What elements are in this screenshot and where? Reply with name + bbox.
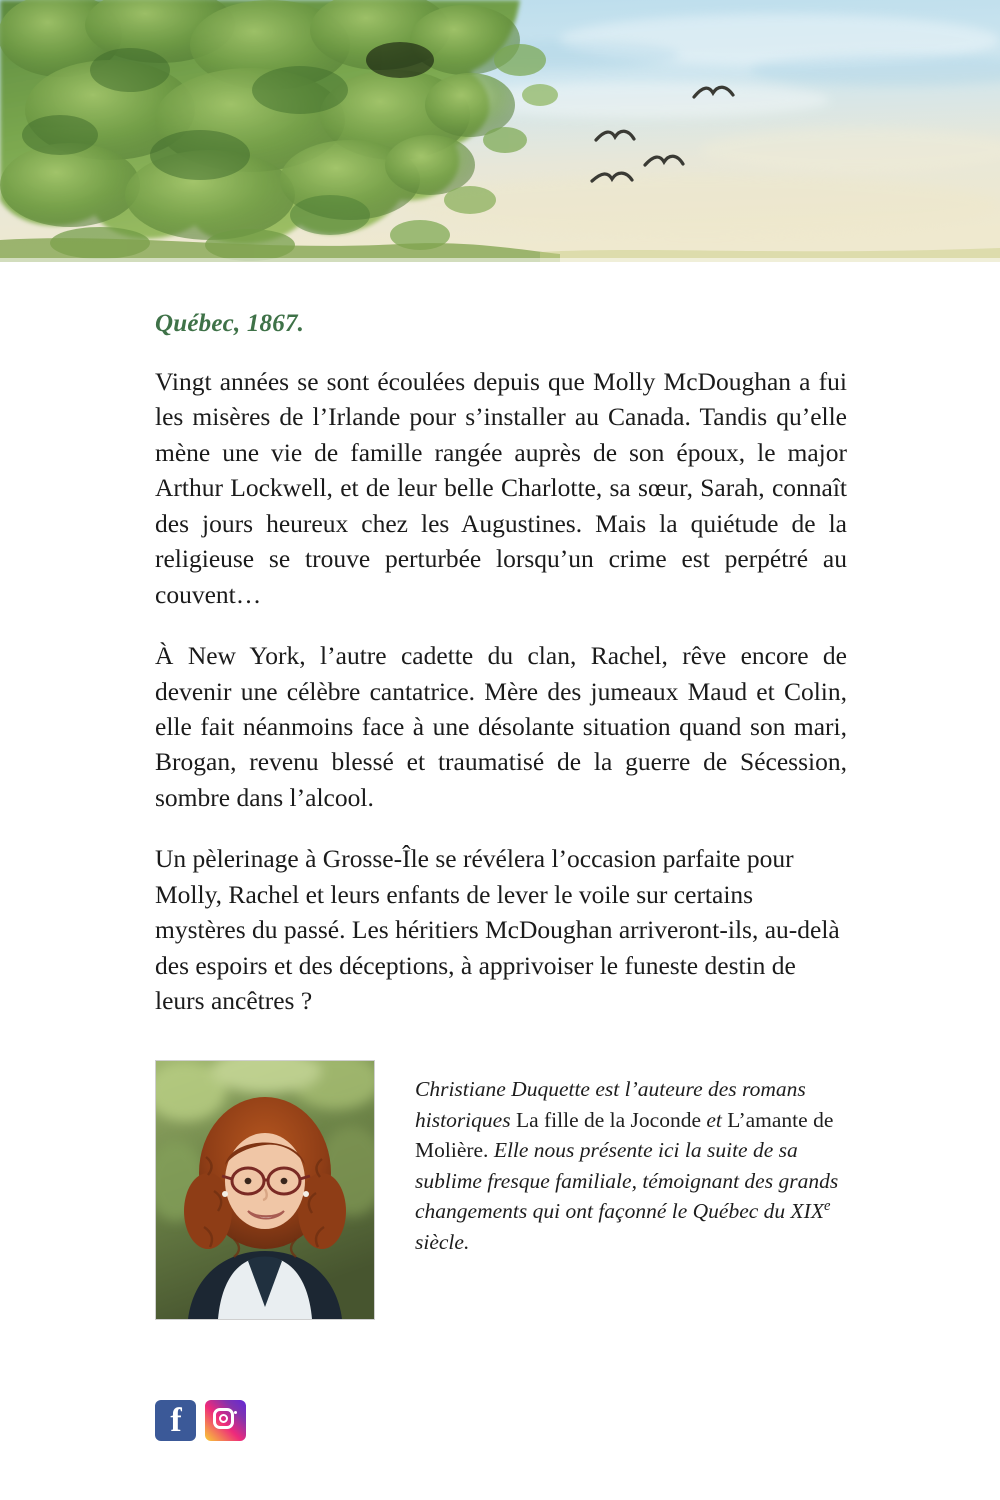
- blurb-text-block: [155, 310, 847, 1044]
- bio-segment-8: siècle.: [415, 1229, 470, 1254]
- facebook-f-glyph: f: [170, 1402, 182, 1439]
- instagram-icon[interactable]: [205, 1400, 246, 1441]
- bio-century-numeral: XIX: [790, 1199, 824, 1224]
- bio-segment-5: Elle nous présente ici la suite de sa sublime fresque familiale, témoignant des grands changements qui ont façonné le Québec du: [415, 1138, 839, 1224]
- bio-title-joconde: La fille de la Joconde: [515, 1107, 702, 1132]
- bio-segment-3: et: [701, 1107, 728, 1132]
- watercolor-scene: [0, 0, 1000, 262]
- blurb-kicker: Québec, 1867.: [155, 310, 305, 337]
- facebook-icon[interactable]: [155, 1400, 196, 1441]
- instagram-dot-shape: [234, 1411, 237, 1414]
- cover-illustration: [0, 0, 1000, 262]
- instagram-lens-shape: [219, 1414, 228, 1423]
- bio-segment-1: Christiane Duquette est l’auteure des romans historiques: [415, 1077, 806, 1132]
- blurb-paragraph-1: Vingt années se sont écoulées depuis que Molly McDoughan a fui les misères de l’Irlande pour s’installer au Canada. Tandis qu’elle mène une vie de famille rangée auprès de son époux, le major Arthur Lockwell, et de leur belle Charlotte, sa sœur, Sarah, connaît des jours heureux chez les Augustines. Mais la quiétude de la religieuse se trouve perturbée lorsqu’un crime est perpétré au couvent…: [155, 367, 847, 609]
- bio-title-moliere: L’amante de Molière.: [415, 1107, 834, 1163]
- bio-century-suffix: e: [823, 1198, 831, 1215]
- author-block: [155, 1060, 847, 1320]
- social-links: [155, 1400, 246, 1441]
- blurb-paragraph-2: À New York, l’autre cadette du clan, Rachel, rêve encore de devenir une célèbre cantatrice. Mère des jumeaux Maud et Colin, elle fait néanmoins face à une désolante situation quand son mari, Brogan, revenu blessé et traumatisé de la guerre de Sécession, sombre dans l’alcool.: [155, 641, 847, 812]
- author-bio-text: [415, 1060, 847, 1257]
- blurb-paragraph-3: Un pèlerinage à Grosse-Île se révélera l’occasion parfaite pour Molly, Rachel et leurs enfants de lever le voile sur certains mystères du passé. Les héritiers McDoughan arriveront-ils, au-delà des espoirs et des déceptions, à apprivoiser le funeste destin de leurs ancêtres ?: [155, 844, 840, 1015]
- author-portrait-photo: [155, 1060, 375, 1320]
- author-portrait-illustration: [156, 1061, 374, 1319]
